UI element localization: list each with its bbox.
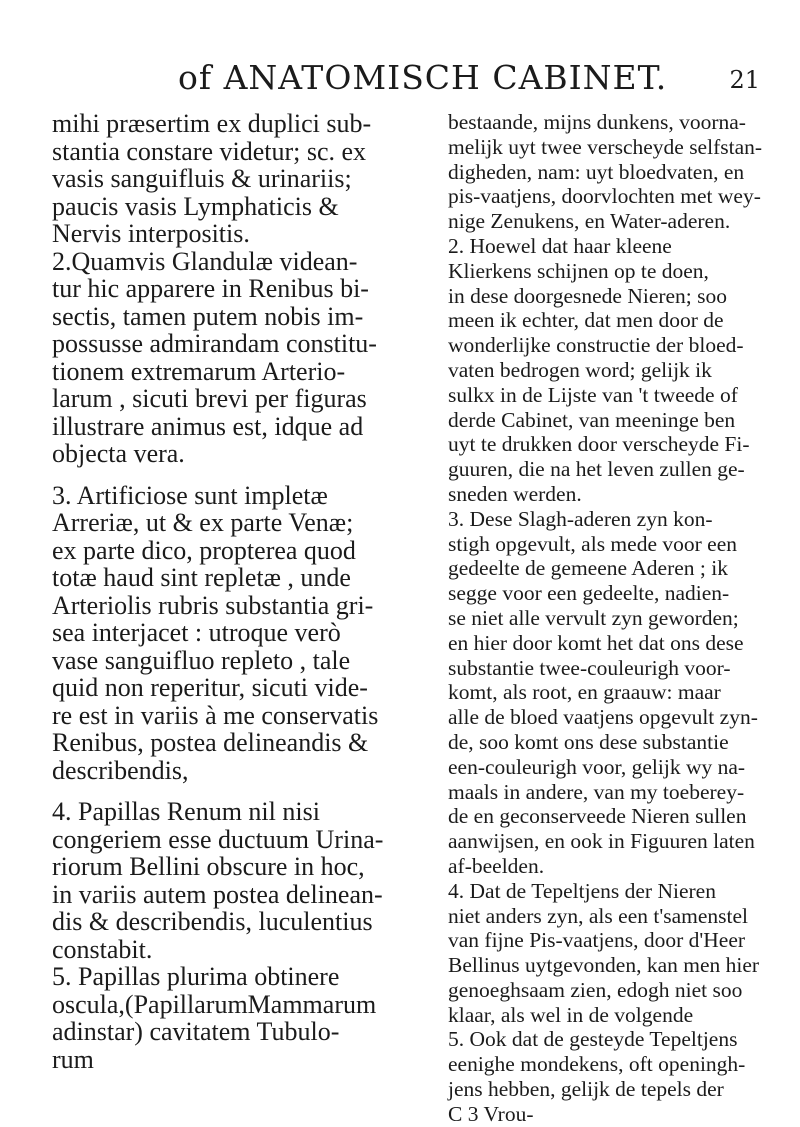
text-line: 4. Papillas Renum nil nisi (52, 797, 320, 826)
text-line: de, soo komt ons dese substantie (448, 729, 729, 754)
text-line: tionem extremarum Arterio- (52, 356, 346, 386)
text-line: meen ik echter, dat men door de (448, 308, 724, 333)
text-line: re est in variis à me conservatis (52, 700, 379, 730)
right-column-dutch (448, 110, 780, 1127)
text-line: ex parte dico, propterea quod (52, 535, 356, 565)
page-number: 21 (729, 66, 760, 94)
text-line: klaar, als wel in de volgende (448, 1002, 694, 1027)
text-line: Klierkens schijnen op te doen, (448, 258, 709, 283)
text-line: Arreriæ, ut & ex parte Venæ; (52, 508, 354, 537)
text-line: dis & describendis, luculentius (52, 907, 373, 936)
text-line: sectis, tamen putem nobis im- (52, 301, 364, 331)
text-line: vasis sanguifluis & urinariis; (52, 164, 352, 193)
running-header (0, 58, 800, 98)
text-line: larum , sicuti brevi per figuras (52, 384, 367, 413)
text-line: komt, als root, en graauw: maar (448, 680, 721, 705)
text-line: nige Zenukens, en Water-aderen. (448, 209, 731, 234)
text-line: in variis autem postea delinean- (52, 879, 383, 909)
text-line: sea interjacet : utroque verò (52, 618, 341, 647)
text-line: guuren, die na het leven zullen ge- (448, 457, 745, 482)
paragraph-gap (52, 784, 417, 798)
text-line: possusse admirandam constitu- (52, 329, 377, 358)
text-line: riorum Bellini obscure in hoc, (52, 852, 365, 881)
text-line: objecta vera. (52, 439, 185, 468)
text-line: osculа,(PapillarumMammarum (52, 989, 377, 1019)
text-line: pis-vaatjens, doorvlochten met wey- (448, 184, 761, 209)
text-line: 2.Quamvis Glandulæ videan- (52, 246, 358, 276)
text-line: quid non reperitur, sicuti vide- (52, 673, 368, 702)
text-line: se niet alle vervult zyn geworden; (448, 605, 739, 630)
text-line: melijk uyt twee verscheyde selfstan- (448, 134, 763, 159)
text-line: substantie twee-couleurigh voor- (448, 655, 731, 680)
text-line: uyt te drukken door verscheyde Fi- (448, 432, 750, 457)
text-line: aanwijsen, en ook in Figuuren laten (448, 829, 755, 854)
text-line: Renibus, postea delineandis & (52, 728, 369, 757)
text-line: in dese doorgesnede Nieren; soo (448, 283, 728, 308)
text-line: stigh opgevult, als mede voor een (448, 531, 737, 556)
left-column-latin (52, 110, 417, 1073)
text-line: Arteriolis rubris substantia gri- (52, 590, 374, 620)
text-line: rum (52, 1044, 94, 1074)
text-line: mihi præsertim ex duplici sub- (52, 109, 372, 138)
text-line: wonderlijke constructie der bloed- (448, 333, 744, 358)
text-line: bestaande, mijns dunkens, voorna- (448, 110, 746, 134)
text-line: Nervis interpositis. (52, 219, 250, 248)
text-line: paucis vasis Lymphaticis & (52, 191, 339, 221)
text-line: 3. Artificiose sunt impletæ (52, 480, 328, 510)
text-line: jens hebben, gelijk de tepels der (448, 1077, 724, 1102)
text-line: 5. Papillas plurima obtinere (52, 962, 340, 991)
header-title: of ANATOMISCH CABINET. (178, 58, 668, 97)
text-line: genoeghsaam zien, edogh niet soo (448, 977, 743, 1002)
text-line: Bellinus uytgevonden, kan men hier (448, 953, 760, 978)
text-line: segge voor een gedeelte, nadien- (448, 581, 730, 606)
text-line: een-couleurigh voor, gelijk wy na- (448, 754, 746, 779)
text-line: van fijne Pis-vaatjens, door d'Heer (448, 928, 746, 953)
text-line: C 3 Vrou- (448, 1101, 534, 1126)
text-line: describendis, (52, 755, 189, 785)
text-line: tur hic apparere in Renibus bi- (52, 274, 369, 303)
text-line: en hier door komt het dat ons dese (448, 630, 744, 655)
text-line: gedeelte de gemeene Aderen ; ik (448, 556, 728, 581)
text-line: totæ haud sint repletæ , unde (52, 563, 351, 592)
text-line: af-beelden. (448, 853, 545, 878)
text-line: derde Cabinet, van meeninge ben (448, 407, 736, 432)
text-line: 3. Dese Slagh-aderen zyn kon- (448, 506, 713, 531)
paragraph-gap (52, 468, 417, 482)
text-line: sulkx in de Lijste van 't tweede of (448, 382, 738, 407)
text-line: 5. Ook dat de gesteyde Tepeltjens (448, 1027, 738, 1052)
text-line: vase sanguifluo repleto , tale (52, 645, 351, 675)
text-line: alle de bloed vaatjens opgevult zyn- (448, 705, 758, 730)
text-line: vaten bedrogen word; gelijk ik (448, 357, 712, 382)
text-line: 4. Dat de Tepeltjens der Nieren (448, 878, 716, 903)
text-line: constabit. (52, 934, 153, 964)
text-line: adinstar) cavitatem Tubulo- (52, 1017, 340, 1046)
text-line: sneden werden. (448, 481, 582, 506)
text-line: niet anders zyn, als een t'samenstel (448, 903, 748, 928)
text-line: illustrare animus est, idque ad (52, 411, 364, 441)
text-line: maals in andere, van my toeberey- (448, 779, 745, 804)
text-line: digheden, nam: uyt bloedvaten, en (448, 159, 745, 184)
text-line: stantia constare videtur; sc. ex (52, 136, 367, 166)
text-line: de en geconserveede Nieren sullen (448, 804, 747, 829)
text-line: 2. Hoewel dat haar kleene (448, 233, 672, 258)
text-line: eenighe mondekens, oft openingh- (448, 1052, 746, 1077)
text-line: congeriem esse ductuum Urina- (52, 824, 384, 854)
